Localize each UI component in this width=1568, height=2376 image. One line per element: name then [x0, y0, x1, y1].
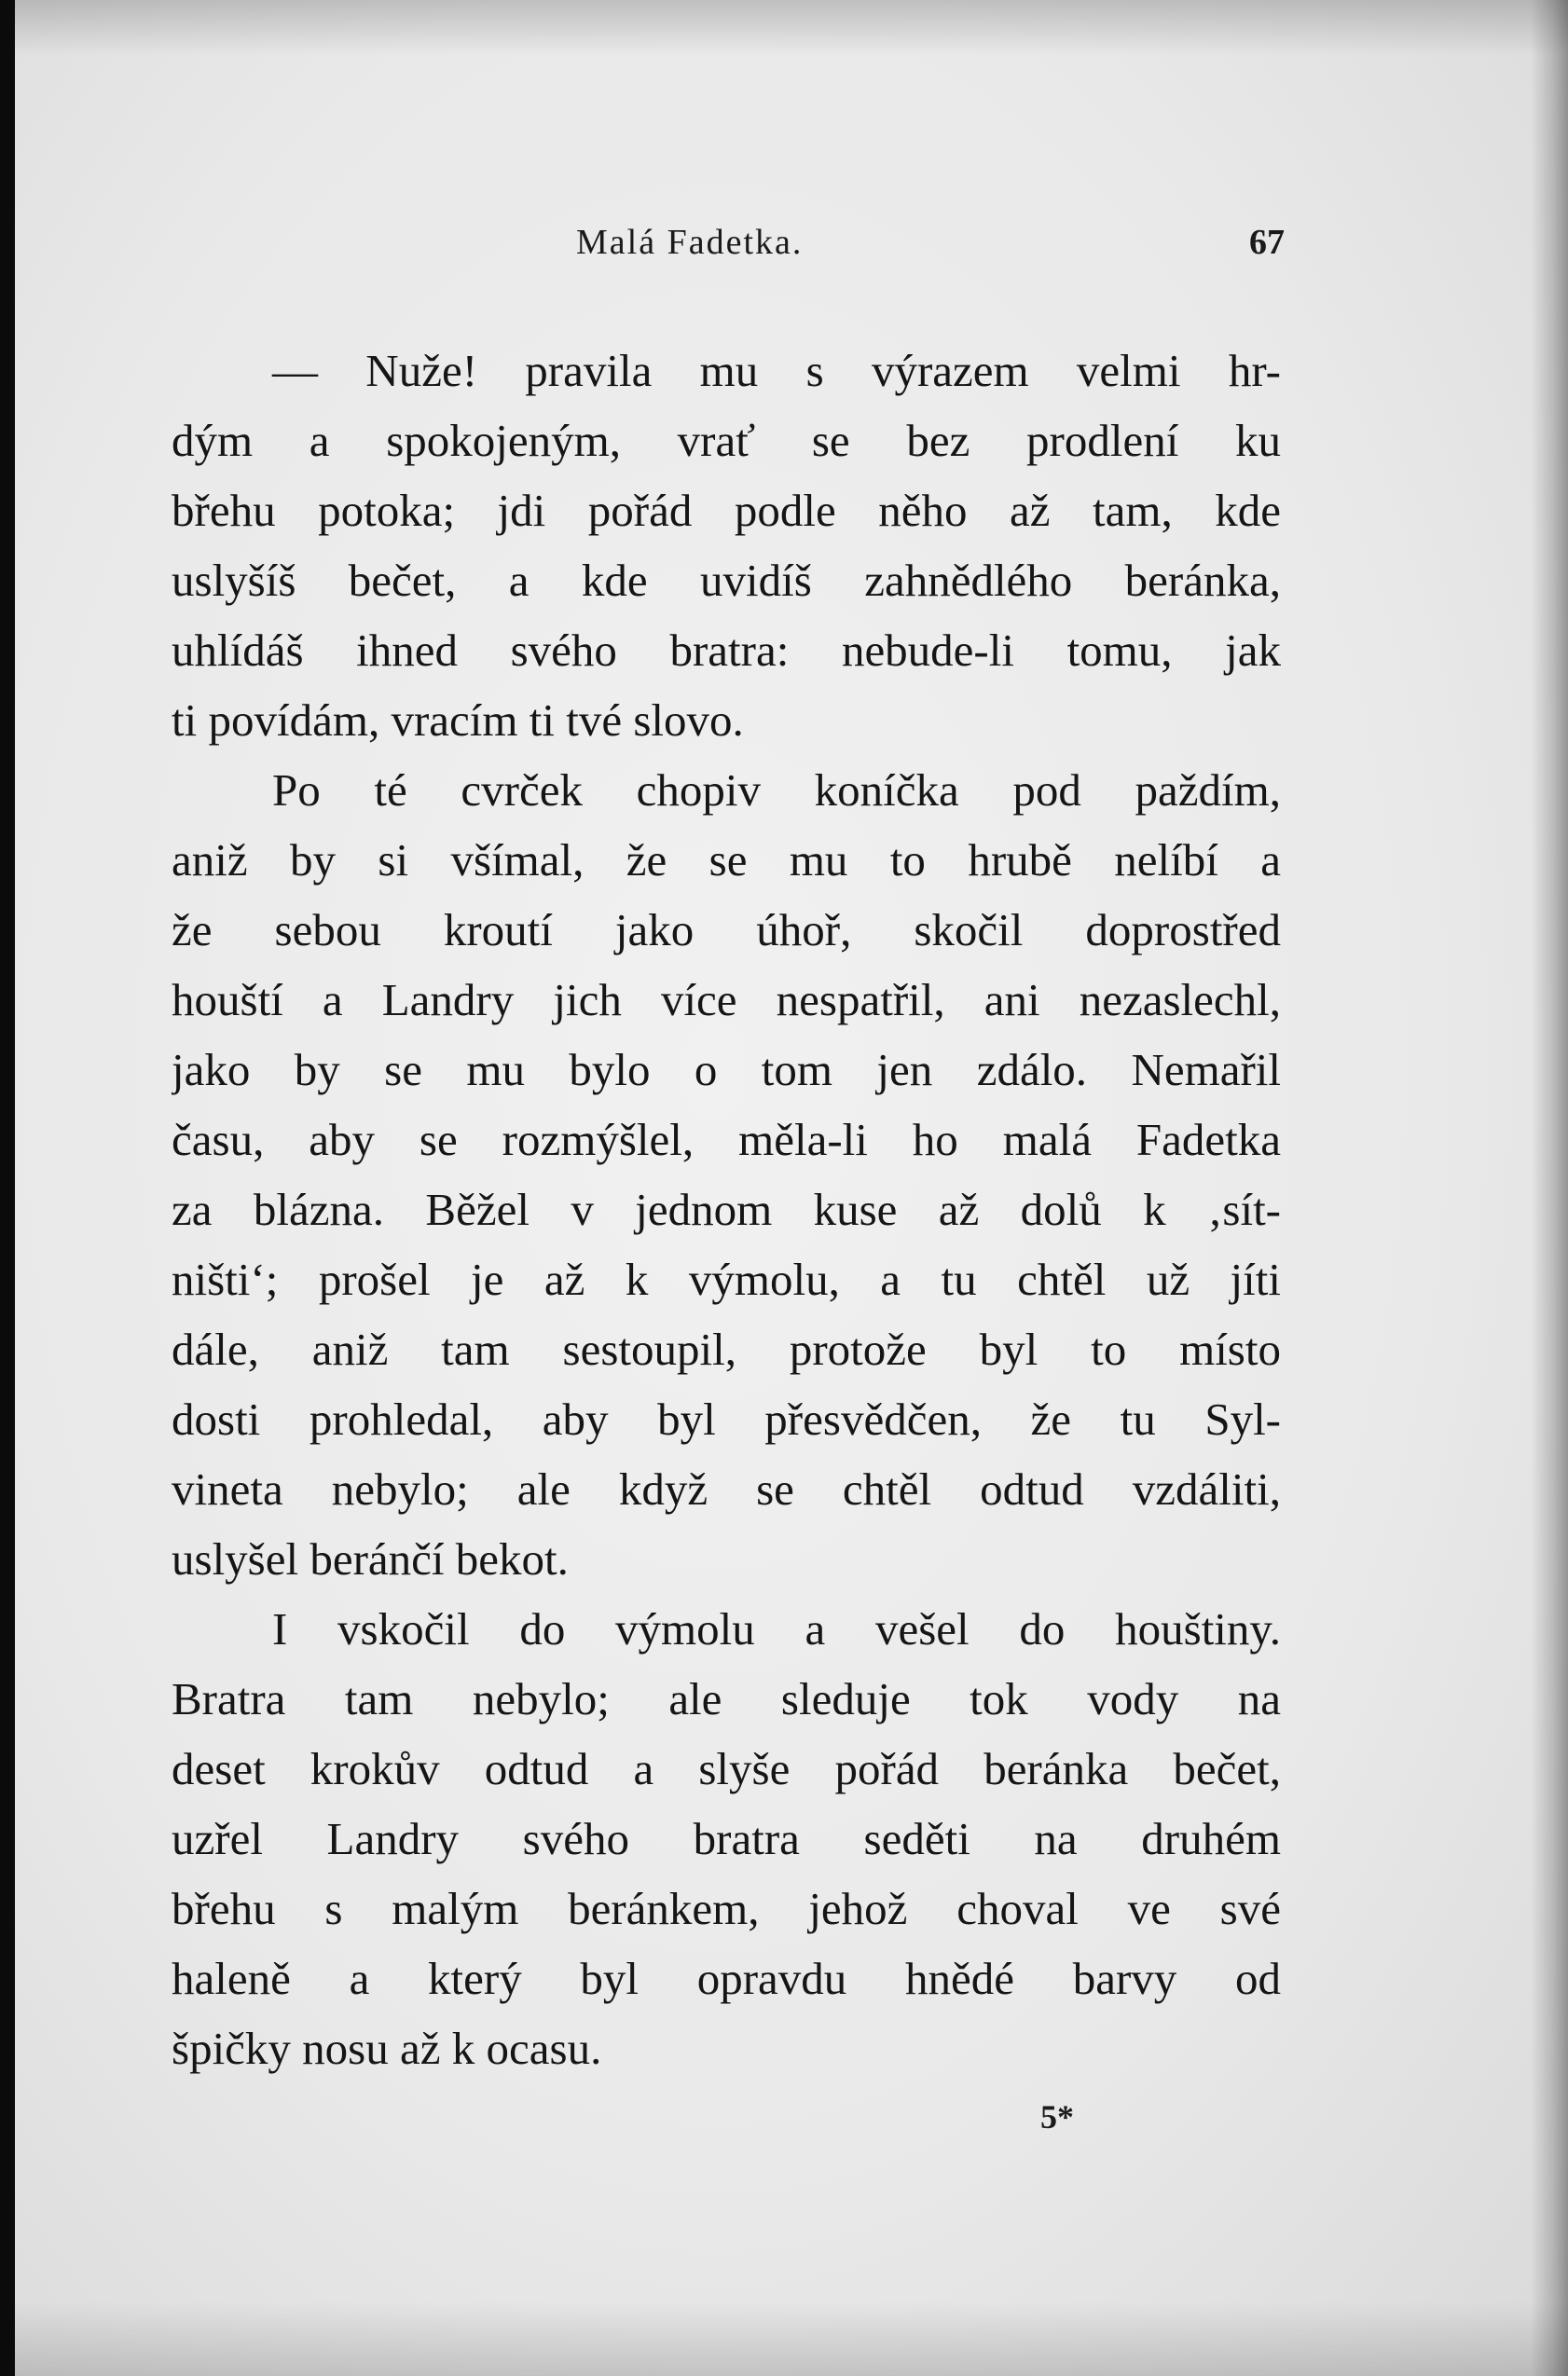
text-line: břehu s malým beránkem, jehož choval ve své	[172, 1883, 1281, 1934]
page-shadow-bottom	[15, 2301, 1568, 2376]
text-line: jako by se mu bylo o tom jen zdálo. Nemařil	[172, 1044, 1281, 1095]
text-line: uslyšíš bečet, a kde uvidíš zahnědlého beránka,	[172, 555, 1281, 606]
text-line: I vskočil do výmolu a vešel do houštiny.	[272, 1603, 1281, 1655]
body-text	[172, 336, 1281, 2083]
text-line: že sebou kroutí jako úhoř, skočil doprostřed	[172, 904, 1281, 955]
text-line: deset krokův odtud a slyše pořád beránka bečet,	[172, 1743, 1281, 1794]
printer-signature-mark: 5*	[1040, 2098, 1074, 2136]
text-line: dosti prohledal, aby byl přesvědčen, že tu Syl-	[172, 1394, 1281, 1445]
text-line: Bratra tam nebylo; ale sleduje tok vody na	[172, 1673, 1281, 1724]
text-line: břehu potoka; jdi pořád podle něho až tam, kde	[172, 485, 1281, 536]
text-line: — Nuže! pravila mu s výrazem velmi hr-	[272, 345, 1281, 396]
text-line: uslyšel beránčí bekot.	[172, 1533, 569, 1585]
text-line: vineta nebylo; ale když se chtěl odtud vzdáliti,	[172, 1463, 1281, 1515]
text-line: Po té cvrček chopiv koníčka pod paždím,	[272, 764, 1281, 816]
text-line: haleně a který byl opravdu hnědé barvy od	[172, 1953, 1281, 2004]
text-line: za blázna. Běžel v jednom kuse až dolů k ‚sít-	[172, 1184, 1281, 1235]
text-line: ti povídám, vracím ti tvé slovo.	[172, 694, 744, 746]
page-shadow-right	[1531, 0, 1568, 2376]
text-line: houští a Landry jich více nespatřil, ani nezaslechl,	[172, 974, 1281, 1025]
text-line: uhlídáš ihned svého bratra: nebude-li tomu, jak	[172, 625, 1281, 676]
text-line: dále, aniž tam sestoupil, protože byl to místo	[172, 1324, 1281, 1375]
text-line: aniž by si všímal, že se mu to hrubě nelíbí a	[172, 834, 1281, 886]
running-header	[576, 222, 1285, 267]
book-page	[15, 0, 1568, 2376]
text-line: špičky nosu až k ocasu.	[172, 2023, 602, 2074]
running-title: Malá Fadetka.	[576, 223, 804, 262]
page-number: 67	[1249, 223, 1285, 262]
text-line: dým a spokojeným, vrať se bez prodlení ku	[172, 415, 1281, 466]
text-line: času, aby se rozmýšlel, měla-li ho malá Fadetka	[172, 1114, 1281, 1165]
page-shadow-top	[15, 0, 1568, 56]
text-line: ništi‘; prošel je až k výmolu, a tu chtěl už jíti	[172, 1254, 1281, 1305]
text-line: uzřel Landry svého bratra seděti na druhém	[172, 1813, 1281, 1864]
